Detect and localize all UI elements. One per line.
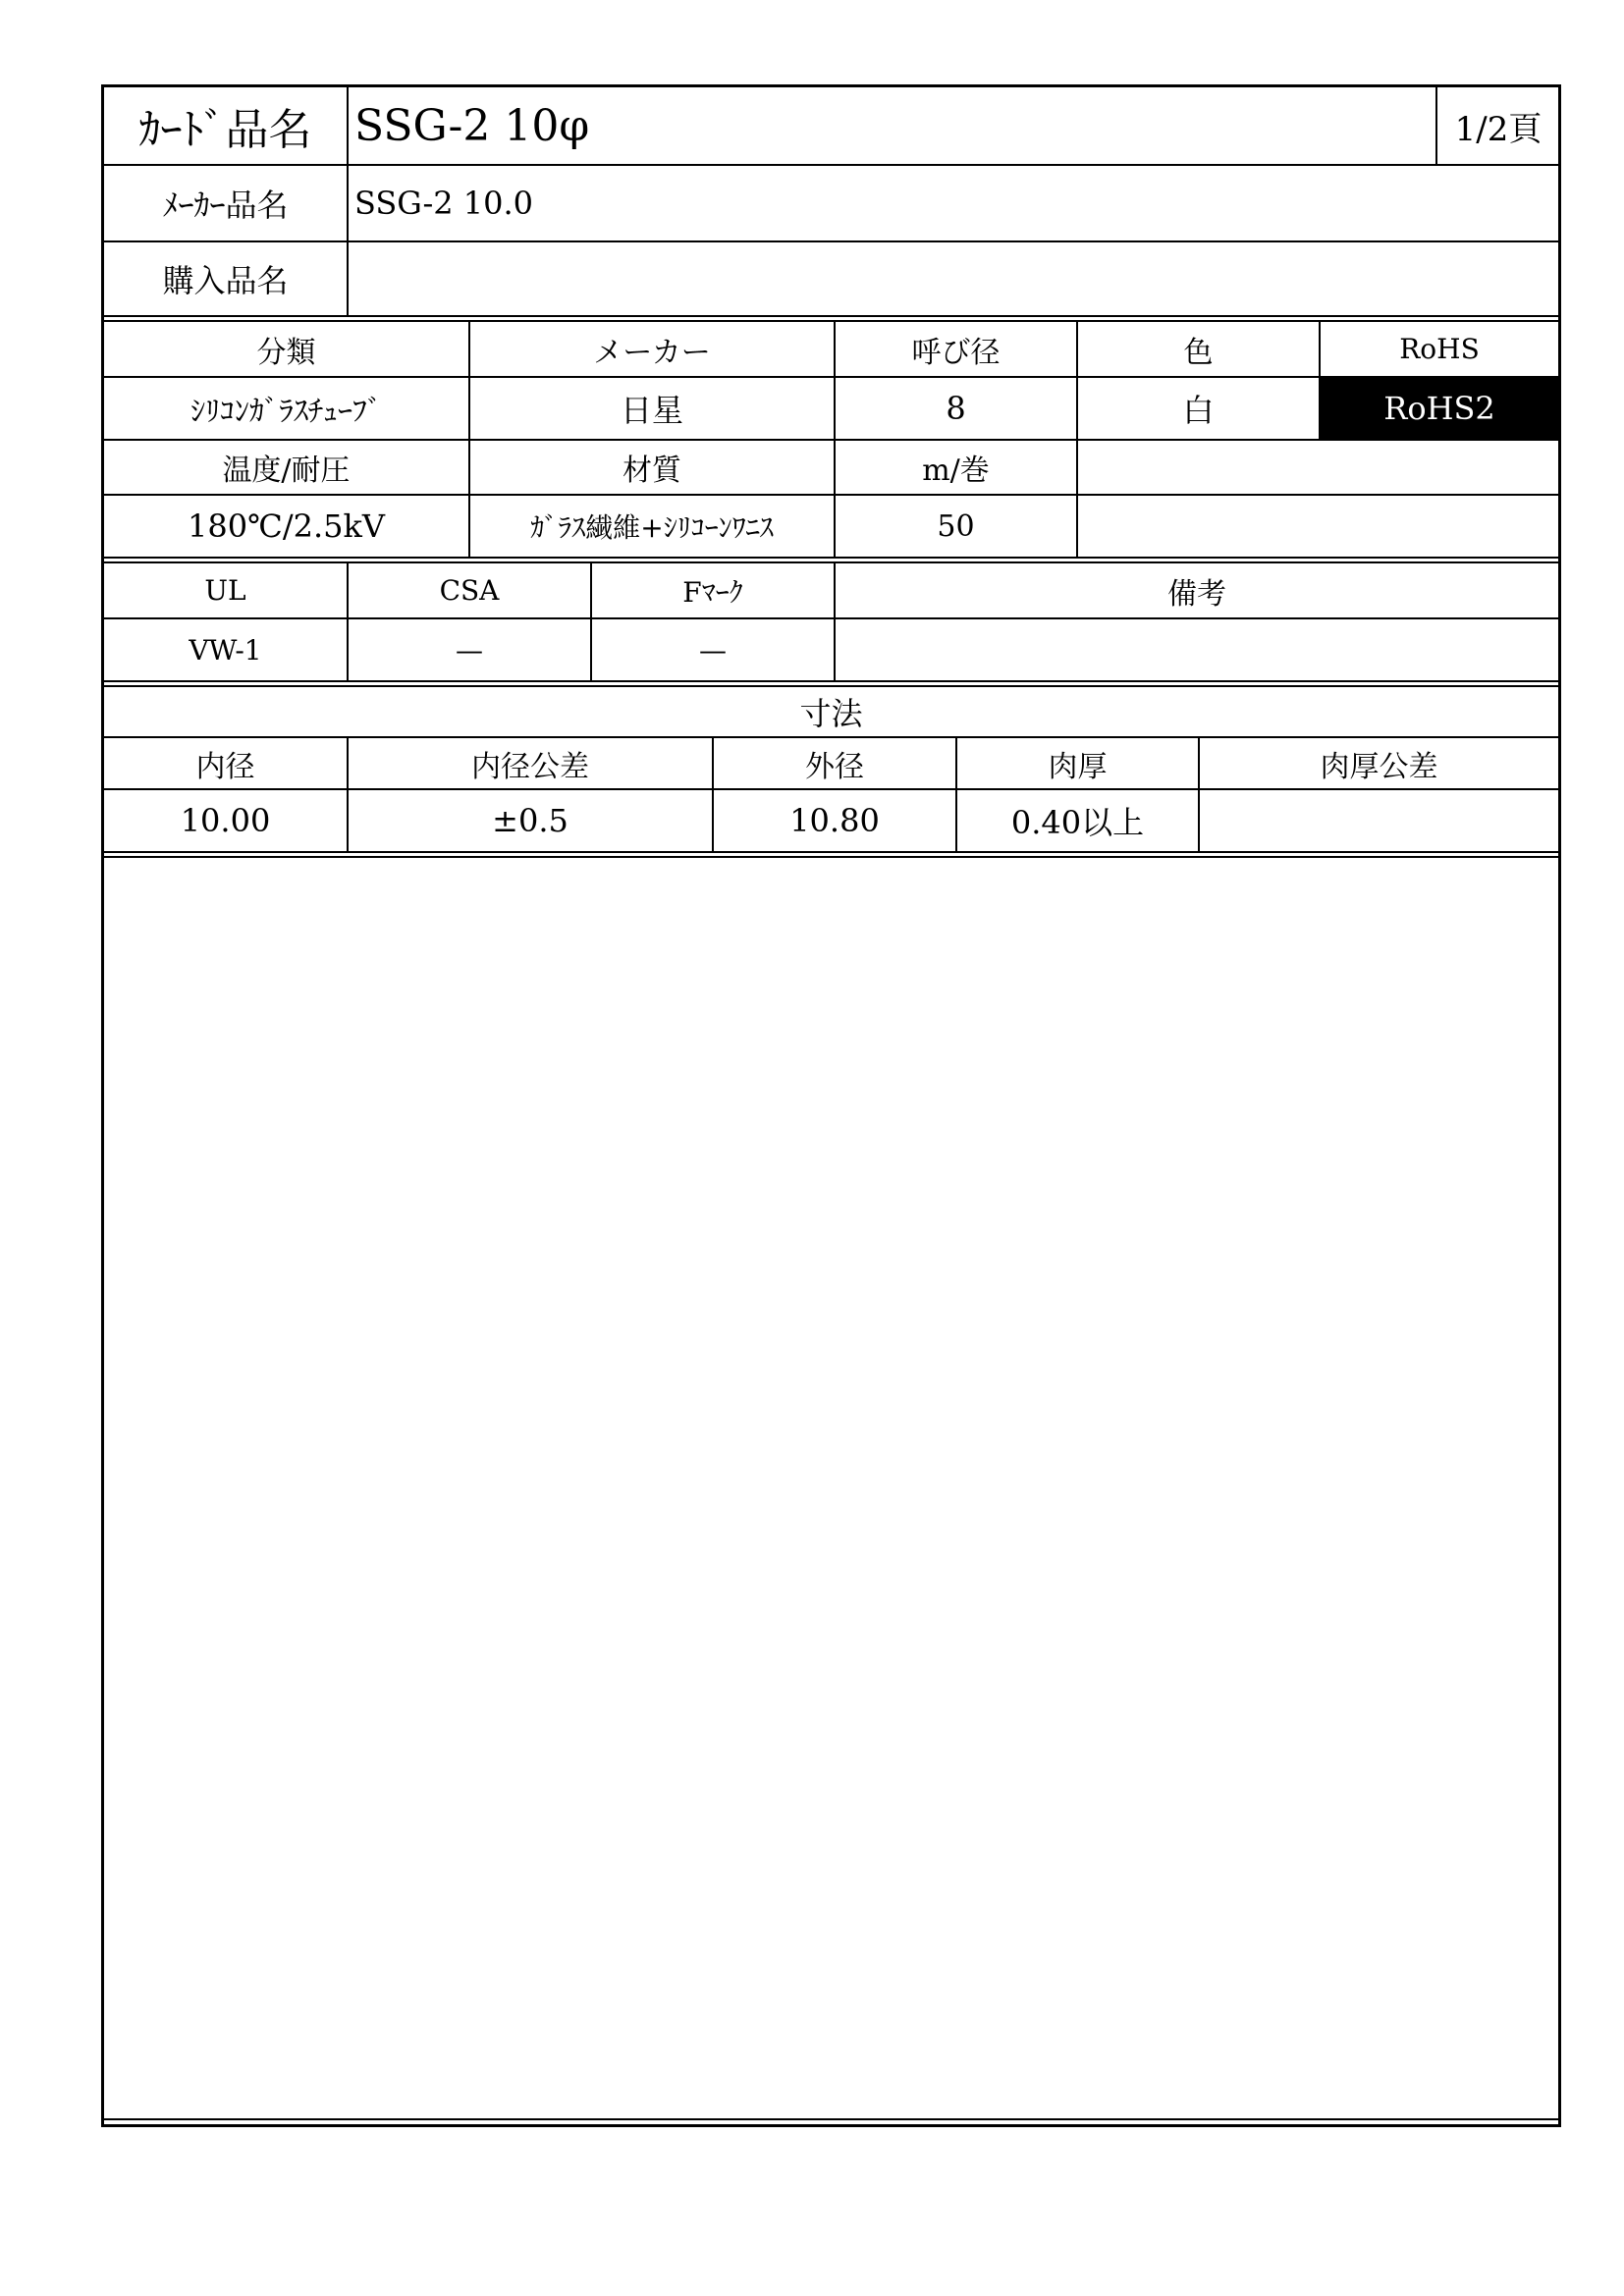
inner-diameter-tolerance-value: ±0.5: [492, 802, 568, 839]
outer-diameter-value: 10.80: [789, 802, 880, 839]
dimensions-title: 寸法: [799, 695, 863, 732]
purchase-name-label: 購入品名: [162, 262, 289, 299]
spec-card: [101, 84, 1561, 2127]
spec2-blank-value: [1078, 496, 1558, 557]
material-header: 材質: [623, 454, 681, 488]
maker-value: 日星: [620, 392, 683, 429]
csa-header: CSA: [439, 574, 500, 607]
temp-voltage-value: 180℃/2.5kV: [187, 507, 386, 545]
wall-thickness-tolerance-value: [1200, 790, 1558, 851]
purchase-name-value: [349, 242, 1556, 315]
nominal-size-value: 8: [946, 390, 966, 427]
inner-diameter-header: 内径: [195, 749, 255, 784]
card-name-label: ｶｰﾄﾞ品名: [138, 105, 312, 155]
category-header: 分類: [256, 335, 316, 370]
ul-header: UL: [204, 574, 246, 607]
rohs-header: RoHS: [1399, 333, 1480, 365]
ul-value: VW-1: [189, 633, 262, 667]
remarks-header: 備考: [1167, 576, 1226, 612]
inner-diameter-tolerance-header: 内径公差: [471, 749, 589, 784]
maker-name-label: ﾒｰｶｰ品名: [162, 187, 289, 224]
f-mark-value: —: [699, 633, 727, 667]
page-number: 1/2頁: [1454, 109, 1543, 149]
inner-diameter-value: 10.00: [180, 802, 271, 839]
maker-header: メーカー: [593, 335, 711, 370]
rohs-badge: RoHS2: [1321, 378, 1558, 439]
f-mark-header: Fﾏｰｸ: [682, 575, 743, 609]
temp-voltage-header: 温度/耐圧: [222, 454, 351, 488]
wall-thickness-header: 肉厚: [1048, 749, 1108, 784]
spec2-blank-header: [1078, 441, 1558, 494]
length-per-roll-header: m/巻: [922, 454, 990, 488]
material-value: ｶﾞﾗｽ繊維+ｼﾘｺｰﾝﾜﾆｽ: [530, 511, 774, 544]
maker-name-value: SSG-2 10.0: [354, 185, 534, 222]
length-per-roll-value: 50: [937, 508, 975, 544]
nominal-size-header: 呼び径: [911, 335, 1001, 370]
card-name-value: SSG-2 10φ: [354, 100, 590, 151]
drawing-area: [104, 858, 1558, 2114]
csa-value: —: [456, 633, 483, 667]
color-header: 色: [1183, 335, 1214, 370]
outer-diameter-header: 外径: [805, 749, 864, 784]
color-value: 白: [1182, 392, 1215, 429]
category-value: ｼﾘｺﾝｶﾞﾗｽﾁｭｰﾌﾞ: [190, 395, 382, 429]
remarks-value: [836, 619, 1558, 680]
wall-thickness-value: 0.40以上: [1010, 804, 1145, 841]
wall-thickness-tolerance-header: 肉厚公差: [1320, 749, 1438, 784]
